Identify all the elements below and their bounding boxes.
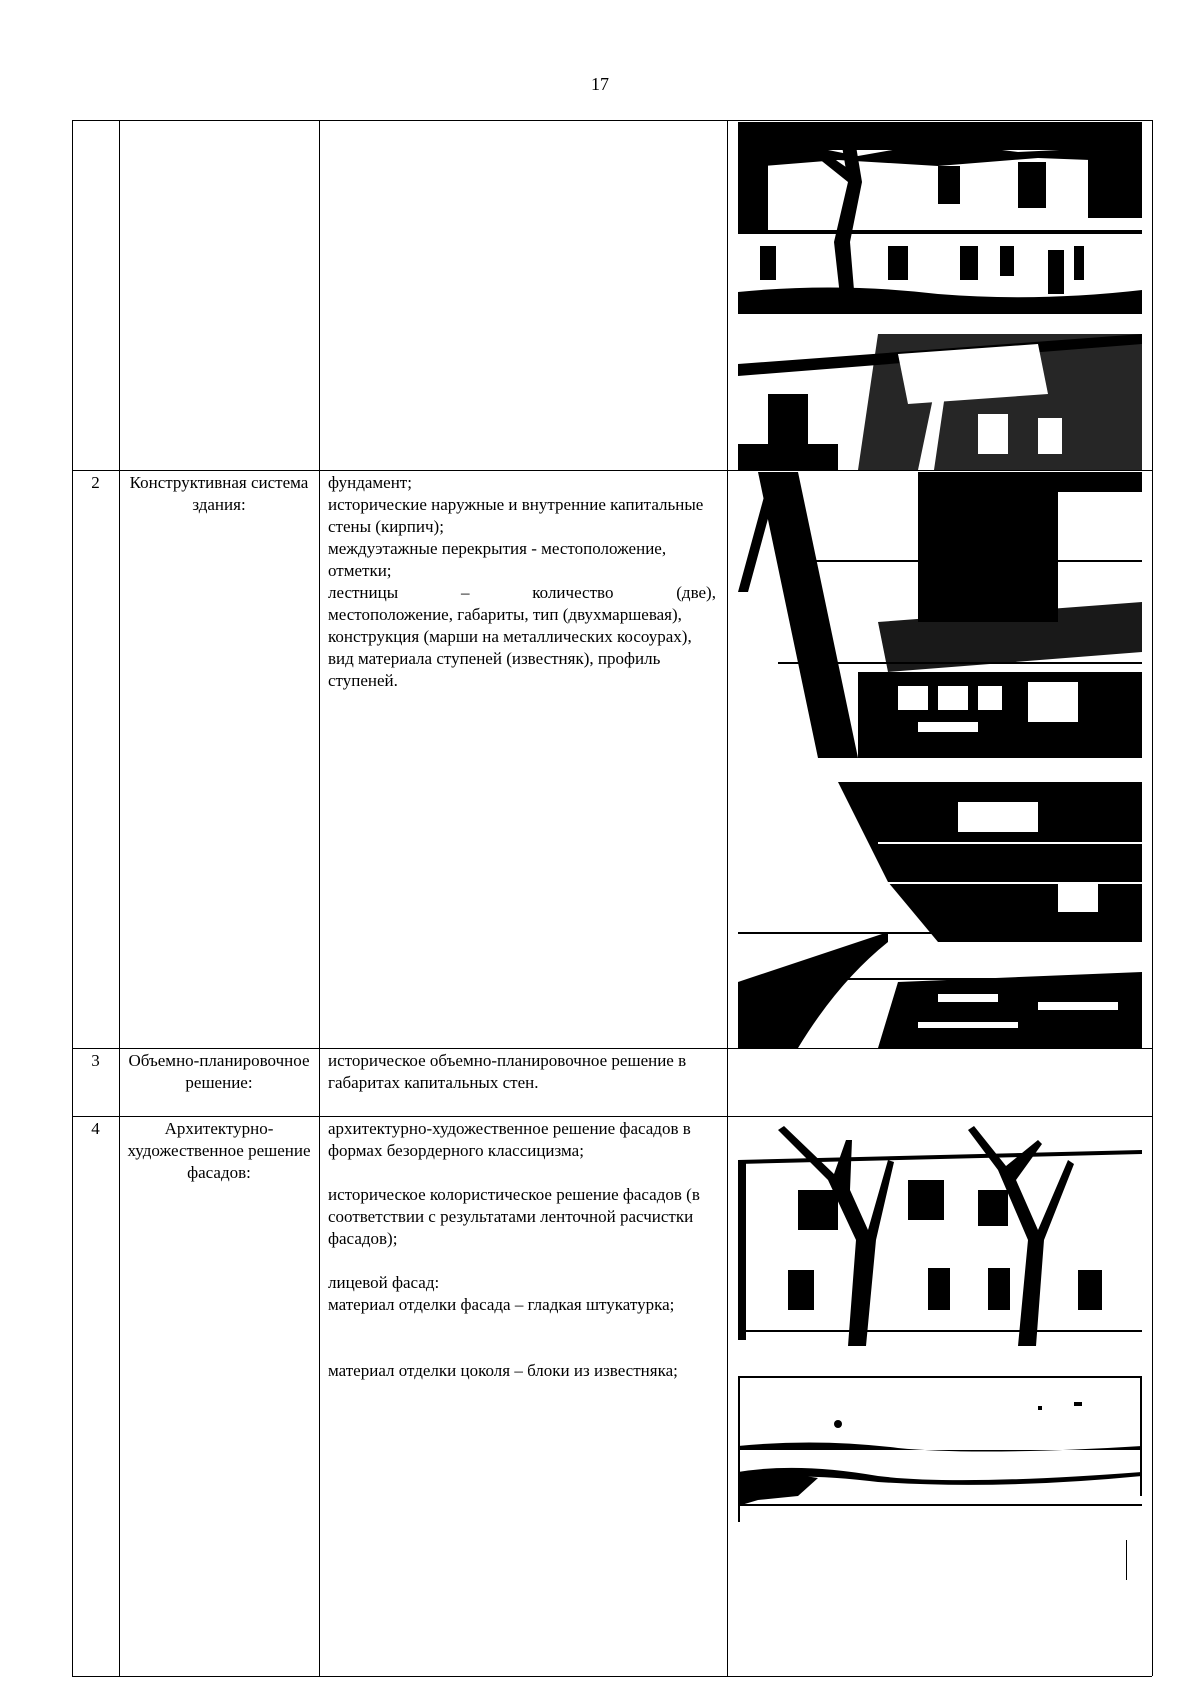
description-line: фундамент; bbox=[328, 473, 412, 492]
staircase-detail-photo-icon bbox=[738, 782, 1142, 1048]
row-divider bbox=[72, 1116, 1152, 1117]
stairs-count: количество bbox=[532, 583, 614, 602]
row-title: Архитектурно-художественное решение фасадов: bbox=[127, 1119, 311, 1182]
description-paragraph: лицевой фасад: материал отделки фасада – гладкая штукатурка; bbox=[328, 1273, 675, 1314]
row-description bbox=[328, 1118, 716, 1382]
table-border-right bbox=[1152, 120, 1153, 1676]
column-divider bbox=[319, 120, 320, 1676]
row-description bbox=[328, 472, 716, 692]
column-divider bbox=[727, 120, 728, 1676]
staircase-photo-icon bbox=[738, 472, 1142, 758]
stairs-word: лестницы bbox=[328, 583, 399, 602]
row-divider bbox=[72, 1048, 1152, 1049]
table-border-bottom bbox=[72, 1676, 1152, 1677]
description-paragraph: архитектурно-художественное решение фасадов в формах безордерного классицизма; bbox=[328, 1119, 691, 1160]
description-paragraph: материал отделки цоколя – блоки из известняка; bbox=[328, 1361, 678, 1380]
row-title: Конструктивная система здания: bbox=[129, 473, 309, 514]
description-tail: местоположение, габариты, тип (двухмаршевая), конструкция (марши на металлических косоурах), вид материала ступеней (известняк), профиль ступеней. bbox=[328, 605, 692, 690]
row-number: 3 bbox=[91, 1051, 100, 1070]
stairs-line bbox=[328, 582, 716, 604]
facade-trees-photo-icon bbox=[738, 1120, 1142, 1346]
stairs-two: (две), bbox=[676, 583, 716, 602]
row-number: 2 bbox=[91, 473, 100, 492]
facade-photo-icon bbox=[738, 122, 1142, 314]
row-number: 4 bbox=[91, 1119, 100, 1138]
plinth-photo-icon bbox=[738, 1376, 1142, 1522]
specification-table bbox=[72, 120, 1152, 1676]
row-description: историческое объемно-планировочное решение в габаритах капитальных стен. bbox=[328, 1051, 687, 1092]
row-title: Объемно-планировочное решение: bbox=[128, 1051, 310, 1092]
description-line: междуэтажные перекрытия - местоположение, отметки; bbox=[328, 539, 667, 580]
table-border-left bbox=[72, 120, 73, 1676]
description-paragraph: историческое колористическое решение фасадов (в соответствии с результатами ленточной расчистки фасадов); bbox=[328, 1185, 700, 1248]
row-divider bbox=[72, 470, 1152, 471]
photo-frame-edge bbox=[1126, 1540, 1127, 1580]
description-line: исторические наружные и внутренние капитальные стены (кирпич); bbox=[328, 495, 704, 536]
facade-side-photo-icon bbox=[738, 334, 1142, 470]
stairs-dash: – bbox=[460, 583, 470, 602]
column-divider bbox=[119, 120, 120, 1676]
page-number: 17 bbox=[591, 74, 609, 94]
table-border-top bbox=[72, 120, 1152, 121]
